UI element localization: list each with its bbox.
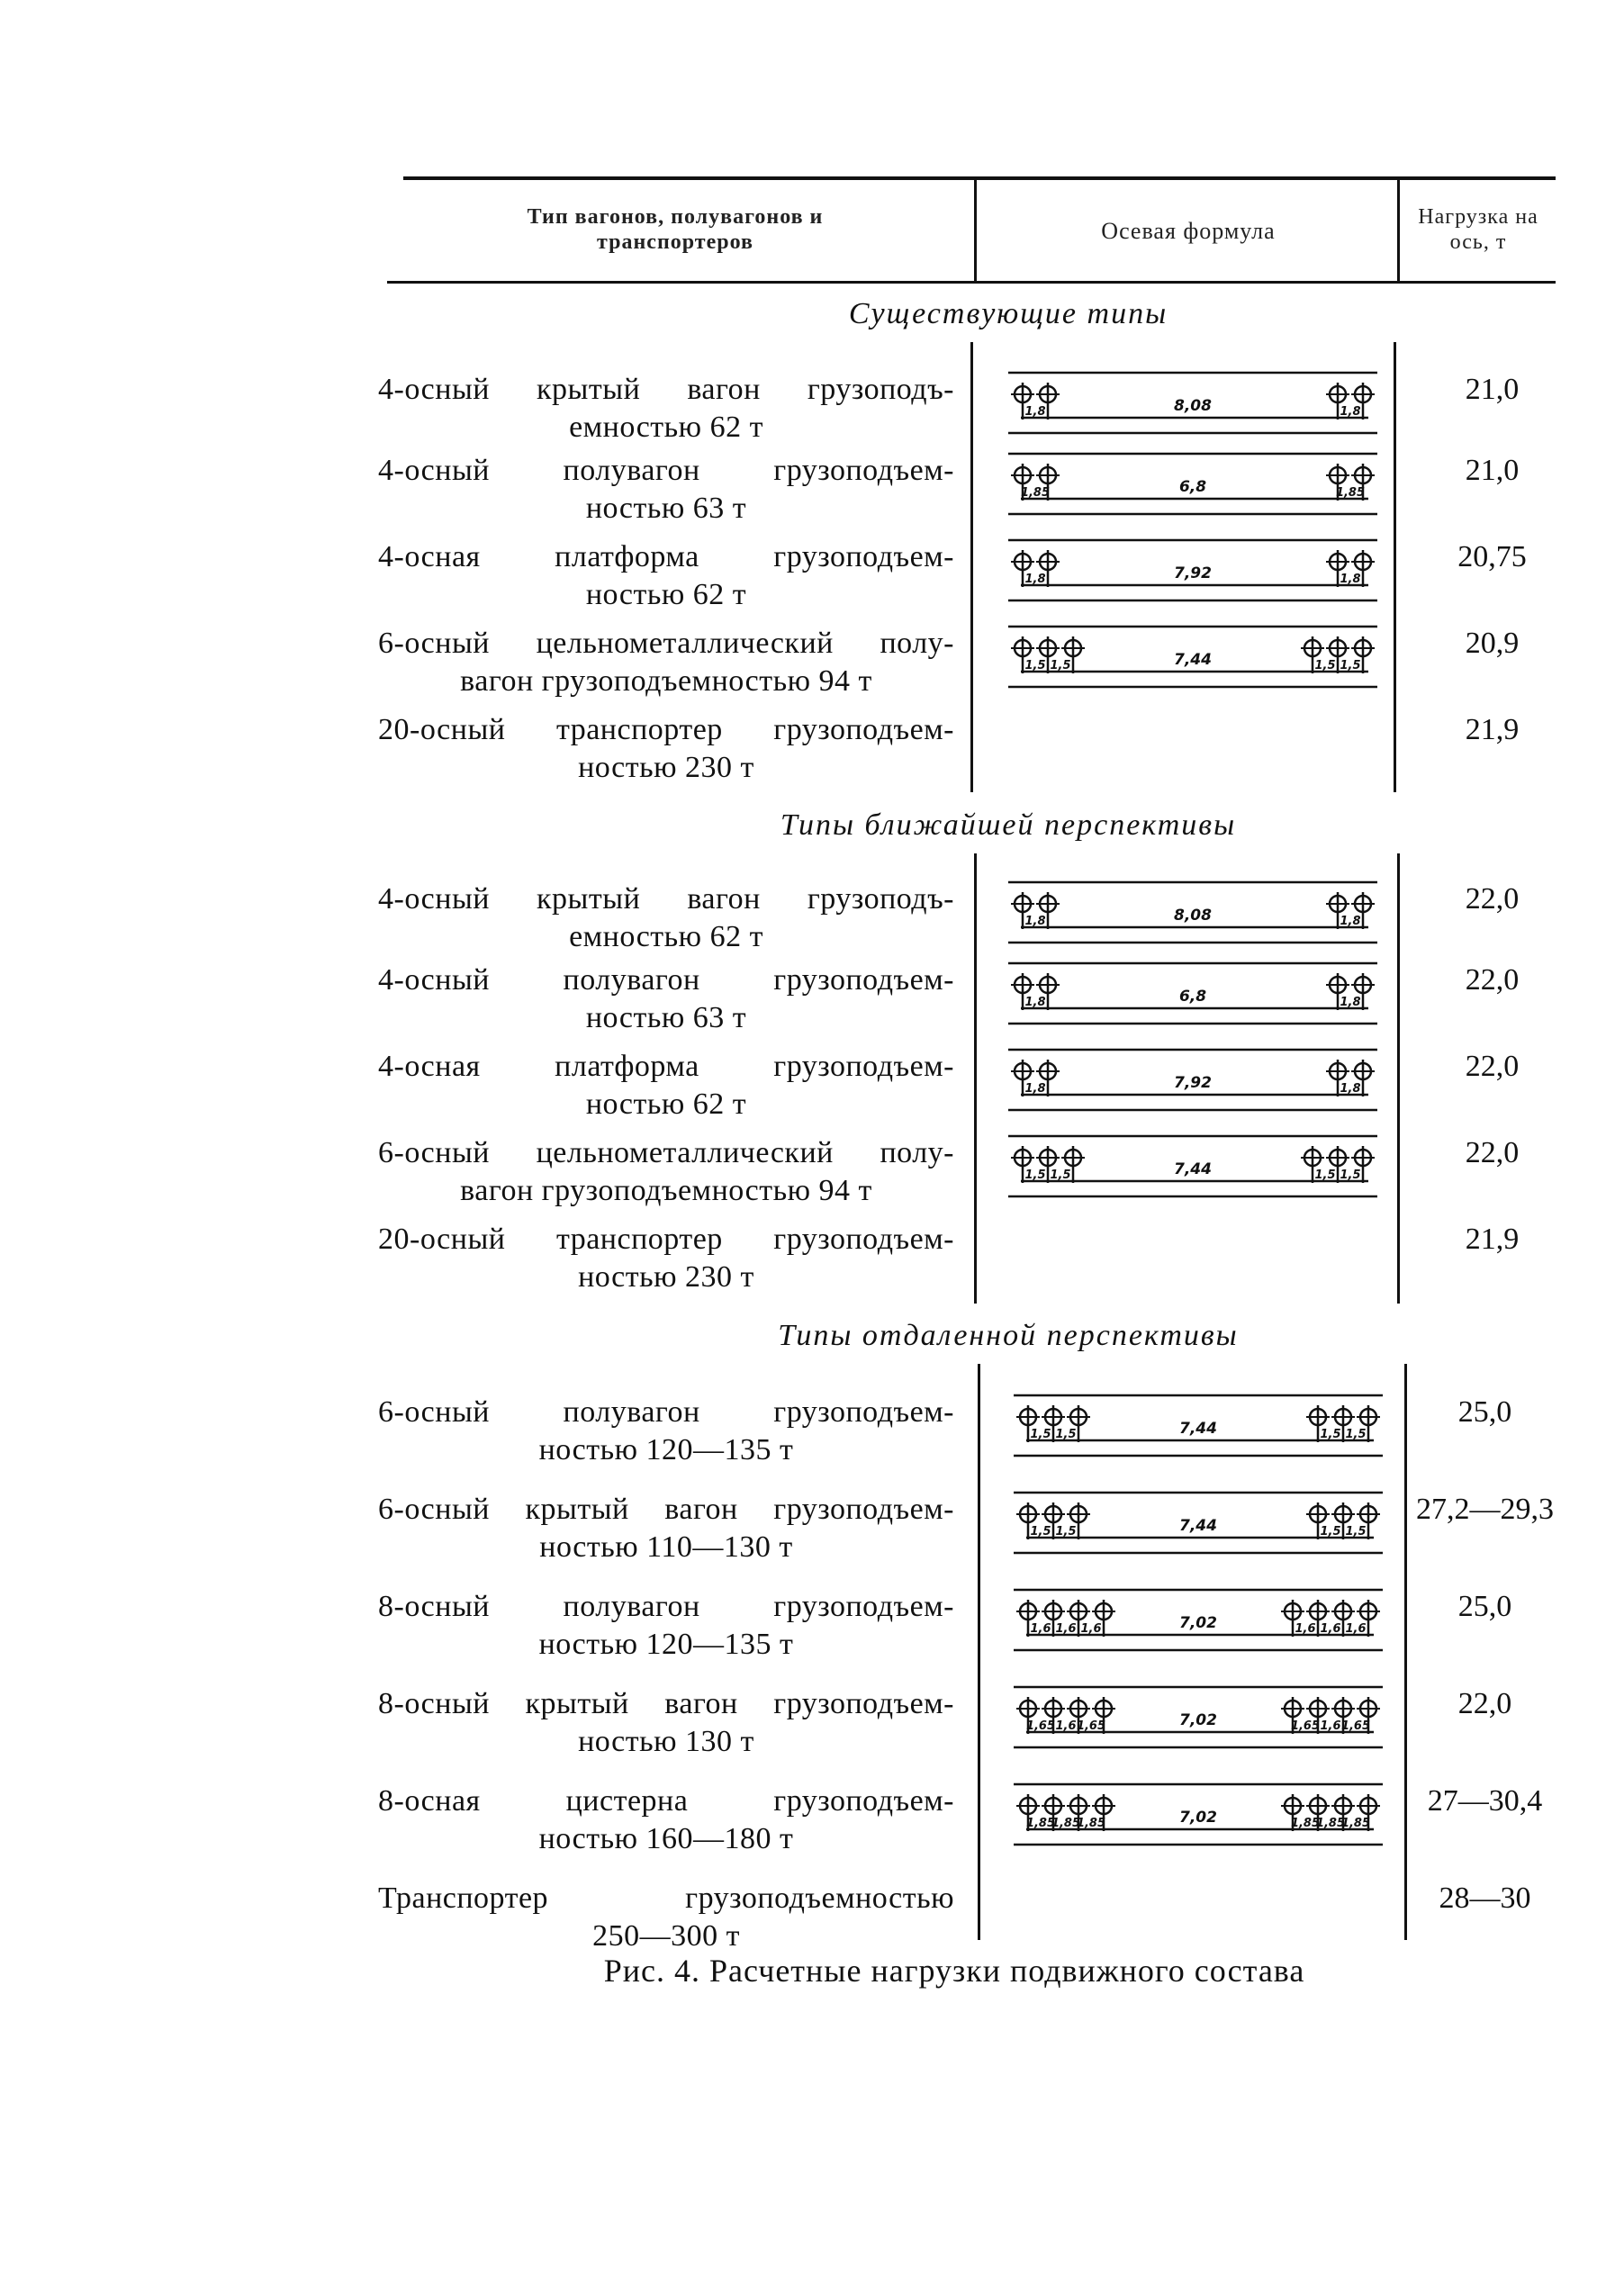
axle-formula-diagram bbox=[1005, 1489, 1392, 1557]
spacing-middle-label: 6,8 bbox=[1178, 988, 1207, 1006]
axle-formula-cell bbox=[999, 879, 1386, 946]
wagon-type-cell bbox=[378, 1221, 954, 1296]
spacing-left-1-label: 1,8 bbox=[1024, 996, 1046, 1009]
wagon-type-cell bbox=[378, 1394, 954, 1469]
spacing-right-1-label: 1,6 bbox=[1295, 1622, 1316, 1636]
wagon-type-line-2: ностью 62 т bbox=[585, 578, 747, 611]
section-title: Существующие типы bbox=[848, 297, 1168, 330]
axle-load-cell: 28—30 bbox=[1439, 1881, 1531, 1915]
section2-divider-1 bbox=[974, 853, 977, 1304]
spacing-right-1-label: 1,8 bbox=[1340, 573, 1361, 586]
spacing-left-2-label: 1,5 bbox=[1055, 1525, 1077, 1539]
axle-load-cell: 21,9 bbox=[1465, 1223, 1520, 1256]
axle-load-cell: 22,0 bbox=[1457, 1687, 1512, 1720]
spacing-left-1-label: 1,85 bbox=[1020, 486, 1051, 500]
spacing-right-2-label: 1,5 bbox=[1340, 1169, 1361, 1182]
wagon-type-line-1: 8-осная цистерна грузоподъем- bbox=[378, 1784, 954, 1818]
wagon-type-line-1: Транспортер грузоподъемностью bbox=[378, 1881, 954, 1915]
axle-formula-diagram bbox=[999, 623, 1386, 690]
spacing-right-1-label: 1,5 bbox=[1320, 1428, 1341, 1441]
axle-formula-cell bbox=[999, 537, 1386, 604]
wagon-type-cell bbox=[378, 1048, 954, 1123]
wagon-type-cell bbox=[378, 1880, 954, 1955]
section3-divider-1 bbox=[978, 1364, 980, 1940]
axle-formula-cell bbox=[1005, 1683, 1392, 1751]
spacing-left-2-label: 1,5 bbox=[1050, 1169, 1071, 1182]
wagon-type-line-1: 4-осный крытый вагон грузоподъ- bbox=[378, 373, 954, 406]
spacing-left-1-label: 1,6 bbox=[1030, 1622, 1051, 1636]
spacing-middle-label: 7,92 bbox=[1174, 564, 1212, 582]
axle-formula-cell bbox=[999, 623, 1386, 690]
spacing-left-1-label: 1,8 bbox=[1024, 573, 1046, 586]
axle-load-cell: 22,0 bbox=[1465, 1136, 1520, 1169]
spacing-left-1-label: 1,8 bbox=[1024, 1082, 1046, 1096]
wagon-type-cell bbox=[378, 1134, 954, 1210]
axle-formula-diagram bbox=[999, 960, 1386, 1027]
spacing-middle-label: 7,44 bbox=[1179, 1420, 1217, 1438]
spacing-left-1-label: 1,8 bbox=[1024, 405, 1046, 419]
spacing-left-1-label: 1,5 bbox=[1024, 659, 1046, 672]
spacing-left-1-label: 1,5 bbox=[1030, 1428, 1051, 1441]
section2-divider-2 bbox=[1397, 853, 1400, 1304]
spacing-left-1-label: 1,5 bbox=[1024, 1169, 1046, 1182]
wagon-type-cell bbox=[378, 1782, 954, 1858]
header-divider-2 bbox=[1397, 180, 1400, 281]
spacing-right-2-label: 1,6 bbox=[1320, 1719, 1341, 1733]
axle-formula-cell bbox=[999, 369, 1386, 437]
axle-load-cell: 27—30,4 bbox=[1427, 1784, 1543, 1818]
axle-load-cell: 22,0 bbox=[1465, 963, 1520, 997]
wagon-type-line-2: емностью 62 т bbox=[569, 920, 763, 953]
axle-formula-cell bbox=[1005, 1586, 1392, 1654]
wagon-type-line-2: ностью 63 т bbox=[585, 1001, 747, 1034]
spacing-right-1-label: 1,85 bbox=[1290, 1817, 1321, 1830]
spacing-left-2-label: 1,6 bbox=[1055, 1719, 1077, 1733]
spacing-middle-label: 7,02 bbox=[1179, 1614, 1217, 1632]
spacing-right-1-label: 1,8 bbox=[1340, 996, 1361, 1009]
spacing-right-3-label: 1,65 bbox=[1340, 1719, 1371, 1733]
spacing-left-1-label: 1,8 bbox=[1024, 915, 1046, 928]
wagon-type-line-2: вагон грузоподъемностью 94 т bbox=[460, 664, 872, 698]
wagon-type-line-1: 6-осный цельнометаллический полу- bbox=[378, 627, 954, 660]
axle-load-cell: 20,9 bbox=[1465, 627, 1520, 660]
spacing-middle-label: 7,92 bbox=[1174, 1074, 1212, 1092]
wagon-type-line-1: 4-осная платформа грузоподъем- bbox=[378, 540, 954, 573]
spacing-left-3-label: 1,85 bbox=[1076, 1817, 1106, 1830]
wagon-type-line-2: ностью 230 т bbox=[578, 751, 754, 784]
spacing-middle-label: 7,44 bbox=[1179, 1517, 1217, 1535]
wagon-type-cell bbox=[378, 961, 954, 1037]
axle-load-cell: 22,0 bbox=[1465, 882, 1520, 916]
axle-formula-cell bbox=[1005, 1781, 1392, 1848]
section-title: Типы отдаленной перспективы bbox=[778, 1319, 1239, 1352]
table-top-rule bbox=[403, 176, 1556, 180]
spacing-right-1-label: 1,65 bbox=[1290, 1719, 1321, 1733]
wagon-type-line-1: 4-осный полувагон грузоподъем- bbox=[378, 963, 954, 997]
spacing-left-3-label: 1,65 bbox=[1076, 1719, 1106, 1733]
spacing-middle-label: 7,02 bbox=[1179, 1711, 1217, 1729]
wagon-type-line-2: ностью 63 т bbox=[585, 492, 747, 525]
wagon-type-cell bbox=[378, 625, 954, 700]
spacing-right-1-label: 1,85 bbox=[1335, 486, 1366, 500]
wagon-type-line-1: 8-осный крытый вагон грузоподъем- bbox=[378, 1687, 954, 1720]
spacing-middle-label: 7,44 bbox=[1174, 651, 1212, 669]
spacing-left-2-label: 1,5 bbox=[1050, 659, 1071, 672]
wagon-type-cell bbox=[378, 880, 954, 956]
section3-divider-2 bbox=[1404, 1364, 1407, 1940]
axle-formula-diagram bbox=[999, 537, 1386, 604]
wagon-type-line-1: 6-осный полувагон грузоподъем- bbox=[378, 1395, 954, 1429]
spacing-right-2-label: 1,6 bbox=[1320, 1622, 1341, 1636]
axle-formula-diagram bbox=[999, 450, 1386, 518]
header-col-formula: Осевая формула bbox=[1101, 218, 1276, 244]
wagon-type-cell bbox=[378, 452, 954, 528]
axle-load-cell: 22,0 bbox=[1465, 1050, 1520, 1083]
spacing-left-2-label: 1,85 bbox=[1051, 1817, 1081, 1830]
axle-formula-diagram bbox=[999, 879, 1386, 946]
wagon-type-cell bbox=[378, 711, 954, 787]
axle-formula-diagram bbox=[999, 1132, 1386, 1200]
wagon-type-cell bbox=[378, 538, 954, 614]
spacing-right-1-label: 1,5 bbox=[1314, 1169, 1336, 1182]
axle-formula-cell bbox=[1005, 1489, 1392, 1557]
wagon-type-line-1: 6-осный цельнометаллический полу- bbox=[378, 1136, 954, 1169]
section1-divider-2 bbox=[1394, 342, 1396, 792]
spacing-right-1-label: 1,8 bbox=[1340, 915, 1361, 928]
wagon-type-line-2: ностью 230 т bbox=[578, 1260, 754, 1294]
axle-formula-cell bbox=[999, 450, 1386, 518]
spacing-left-1-label: 1,5 bbox=[1030, 1525, 1051, 1539]
spacing-right-1-label: 1,5 bbox=[1314, 659, 1336, 672]
spacing-right-2-label: 1,5 bbox=[1340, 659, 1361, 672]
spacing-left-3-label: 1,6 bbox=[1080, 1622, 1102, 1636]
axle-load-cell: 25,0 bbox=[1457, 1395, 1512, 1429]
axle-formula-diagram bbox=[1005, 1392, 1392, 1459]
wagon-type-line-2: емностью 62 т bbox=[569, 411, 763, 444]
spacing-middle-label: 7,02 bbox=[1179, 1809, 1217, 1827]
axle-formula-diagram bbox=[999, 369, 1386, 437]
axle-load-cell: 27,2—29,3 bbox=[1416, 1493, 1554, 1526]
axle-load-cell: 21,0 bbox=[1465, 373, 1520, 406]
wagon-type-line-2: 250—300 т bbox=[592, 1919, 740, 1953]
axle-load-cell: 20,75 bbox=[1457, 540, 1527, 573]
spacing-left-2-label: 1,5 bbox=[1055, 1428, 1077, 1441]
figure-caption: Рис. 4. Расчетные нагрузки подвижного состава bbox=[603, 1953, 1305, 1989]
wagon-type-line-2: ностью 110—130 т bbox=[539, 1530, 793, 1564]
axle-formula-cell bbox=[999, 960, 1386, 1027]
spacing-left-2-label: 1,6 bbox=[1055, 1622, 1077, 1636]
axle-load-cell: 25,0 bbox=[1457, 1590, 1512, 1623]
wagon-type-line-1: 20-осный транспортер грузоподъем- bbox=[378, 1223, 954, 1256]
section1-divider-1 bbox=[970, 342, 973, 792]
spacing-right-3-label: 1,85 bbox=[1340, 1817, 1371, 1830]
spacing-middle-label: 8,08 bbox=[1174, 397, 1212, 415]
axle-formula-cell bbox=[999, 1132, 1386, 1200]
wagon-type-cell bbox=[378, 371, 954, 447]
axle-load-cell: 21,0 bbox=[1465, 454, 1520, 487]
axle-formula-diagram bbox=[999, 1046, 1386, 1114]
header-bottom-rule bbox=[387, 281, 1556, 284]
wagon-type-line-2: ностью 62 т bbox=[585, 1087, 747, 1121]
spacing-right-1-label: 1,8 bbox=[1340, 405, 1361, 419]
axle-formula-diagram bbox=[1005, 1683, 1392, 1751]
wagon-type-line-1: 6-осный крытый вагон грузоподъем- bbox=[378, 1493, 954, 1526]
wagon-type-line-2: вагон грузоподъемностью 94 т bbox=[460, 1174, 872, 1207]
wagon-type-line-2: ностью 120—135 т bbox=[538, 1628, 794, 1661]
wagon-type-cell bbox=[378, 1685, 954, 1761]
spacing-right-2-label: 1,85 bbox=[1315, 1817, 1346, 1830]
header-col-load: Нагрузка на ось, т bbox=[1418, 205, 1538, 254]
section-title: Типы ближайшей перспективы bbox=[780, 808, 1237, 842]
spacing-left-1-label: 1,85 bbox=[1025, 1817, 1056, 1830]
wagon-type-line-1: 4-осный полувагон грузоподъем- bbox=[378, 454, 954, 487]
wagon-type-cell bbox=[378, 1588, 954, 1664]
wagon-type-line-2: ностью 160—180 т bbox=[538, 1822, 794, 1855]
wagon-type-cell bbox=[378, 1491, 954, 1566]
axle-formula-cell bbox=[999, 1046, 1386, 1114]
spacing-right-3-label: 1,6 bbox=[1345, 1622, 1367, 1636]
spacing-middle-label: 8,08 bbox=[1174, 907, 1212, 925]
spacing-middle-label: 6,8 bbox=[1178, 478, 1207, 496]
wagon-type-line-1: 4-осная платформа грузоподъем- bbox=[378, 1050, 954, 1083]
spacing-right-2-label: 1,5 bbox=[1345, 1428, 1367, 1441]
spacing-right-1-label: 1,8 bbox=[1340, 1082, 1361, 1096]
wagon-type-line-2: ностью 120—135 т bbox=[538, 1433, 794, 1466]
wagon-type-line-2: ностью 130 т bbox=[578, 1725, 754, 1758]
wagon-type-line-1: 20-осный транспортер грузоподъем- bbox=[378, 713, 954, 746]
header-divider-1 bbox=[974, 180, 977, 281]
axle-formula-diagram bbox=[1005, 1781, 1392, 1848]
wagon-type-line-1: 8-осный полувагон грузоподъем- bbox=[378, 1590, 954, 1623]
wagon-type-line-1: 4-осный крытый вагон грузоподъ- bbox=[378, 882, 954, 916]
header-col-type: Тип вагонов, полувагонов и транспортеров bbox=[527, 205, 824, 254]
spacing-right-2-label: 1,5 bbox=[1345, 1525, 1367, 1539]
spacing-middle-label: 7,44 bbox=[1174, 1160, 1212, 1178]
spacing-left-1-label: 1,65 bbox=[1025, 1719, 1056, 1733]
axle-load-cell: 21,9 bbox=[1465, 713, 1520, 746]
axle-formula-diagram bbox=[1005, 1586, 1392, 1654]
spacing-right-1-label: 1,5 bbox=[1320, 1525, 1341, 1539]
axle-formula-cell bbox=[1005, 1392, 1392, 1459]
